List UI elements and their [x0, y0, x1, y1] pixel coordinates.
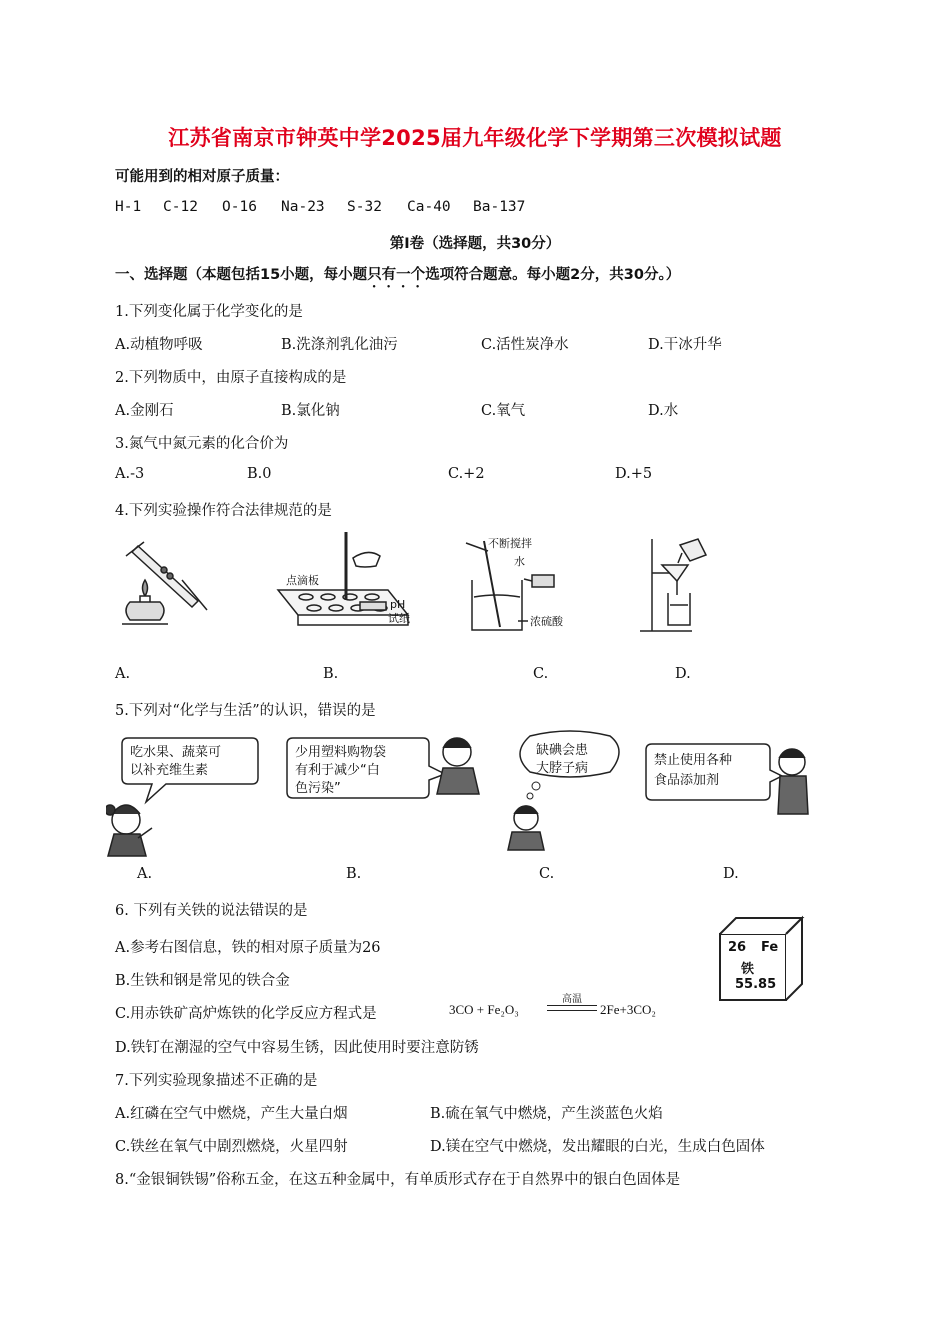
element-symbol: Fe [761, 940, 779, 955]
option: C.铁丝在氧气中剧烈燃烧，火星四射 [115, 1139, 348, 1155]
section-heading-emphasis: 只有一个 [367, 267, 426, 283]
option: C. [533, 666, 549, 682]
figure-dilute-acid [462, 535, 597, 635]
option: A. [137, 866, 153, 882]
equation-condition: 高温 [562, 994, 582, 1005]
option: B.生铁和钢是常见的铁合金 [115, 973, 290, 989]
question-stem: 2.下列物质中，由原子直接构成的是 [115, 370, 347, 386]
option: C.用赤铁矿高炉炼铁的化学反应方程式是 [115, 1006, 377, 1022]
option: B.氯化钠 [281, 403, 340, 419]
bubble-text-line: 少用塑料购物袋 [295, 745, 387, 760]
cartoon-girl-bubble [106, 730, 266, 860]
atomic-mass-o: O-16 [222, 199, 257, 215]
option: D.+5 [615, 466, 653, 482]
section-heading-part: 选项符合题意。每小题2分，共30分。） [425, 267, 681, 283]
option: D. [723, 866, 739, 882]
atomic-mass-ca: Ca-40 [407, 199, 451, 215]
element-number: 26 [728, 940, 747, 955]
option: D.水 [648, 403, 679, 419]
option: B.0 [247, 466, 272, 482]
volume-title: 第Ⅰ卷（选择题，共30分） [389, 236, 561, 252]
option: B. [323, 666, 339, 682]
atomic-mass-na: Na-23 [281, 199, 325, 215]
option: D.铁钉在潮湿的空气中容易生锈，因此使用时要注意防锈 [115, 1040, 479, 1056]
section-heading [115, 263, 680, 291]
cartoon-boy-plastic-bubble [285, 730, 485, 850]
equation-left: 3CO + Fe₂O₃ [449, 1002, 519, 1017]
bubble-text-line: 食品添加剂 [654, 773, 720, 788]
bubble-text-line: 大脖子病 [536, 761, 589, 776]
cartoon-boy-iodine-bubble [500, 728, 640, 853]
bubble-text-line: 缺碘会患 [536, 743, 589, 758]
option: D.镁在空气中燃烧，发出耀眼的白光，生成白色固体 [430, 1139, 765, 1155]
option: A.-3 [115, 466, 145, 482]
option: A.动植物呼吸 [115, 337, 203, 353]
question-stem: 7.下列实验现象描述不正确的是 [115, 1073, 318, 1089]
option: C.+2 [448, 466, 485, 482]
option: B. [346, 866, 362, 882]
option: A.参考右图信息，铁的相对原子质量为26 [115, 940, 381, 956]
option: A. [115, 666, 131, 682]
bubble-text-line: 吃水果、蔬菜可 [130, 745, 222, 760]
option: C.活性炭净水 [481, 337, 569, 353]
option: A.金刚石 [115, 403, 174, 419]
figure-ph-test [268, 530, 428, 635]
question-stem: 1.下列变化属于化学变化的是 [115, 304, 303, 320]
label-conc-sulfuric-acid: 浓硫酸 [530, 615, 563, 628]
figure-filtration [632, 535, 722, 635]
label-keep-stirring: 不断搅拌 [488, 537, 532, 550]
atomic-mass-c: C-12 [163, 199, 198, 215]
section-heading-part: 一、选择题（本题包括15小题，每小题 [115, 267, 368, 283]
question-stem: 3.氮气中氮元素的化合价为 [115, 436, 289, 452]
page-title: 江苏省南京市钟英中学2025届九年级化学下学期第三次模拟试题 [168, 126, 782, 150]
label-test-paper: 试纸 [388, 612, 410, 625]
atomic-mass-h: H-1 [115, 199, 142, 215]
option: D.干冰升华 [648, 337, 722, 353]
label-water: 水 [514, 555, 525, 568]
option: D. [675, 666, 691, 682]
question-stem: 8.“金银铜铁锡”俗称五金，在这五种金属中，有单质形式存在于自然界中的银白色固体是 [115, 1172, 681, 1188]
bubble-text-line: 以补充维生素 [130, 763, 209, 778]
label-spot-plate: 点滴板 [286, 574, 319, 587]
bubble-text-line: 色污染” [295, 781, 341, 796]
question-stem: 4.下列实验操作符合法律规范的是 [115, 503, 332, 519]
cartoon-man-additive-bubble [640, 740, 810, 820]
option: B.硫在氧气中燃烧，产生淡蓝色火焰 [430, 1106, 663, 1122]
bubble-text-line: 有利于减少“白 [295, 763, 380, 778]
equation-right: 2Fe+3CO₂ [600, 1002, 656, 1017]
figure-heating-test-tube [112, 532, 212, 632]
question-stem: 6. 下列有关铁的说法错误的是 [115, 903, 308, 919]
atomic-mass-s: S-32 [347, 199, 382, 215]
option: B.洗涤剂乳化油污 [281, 337, 398, 353]
atomic-mass-ba: Ba-137 [473, 199, 526, 215]
option: A.红磷在空气中燃烧，产生大量白烟 [115, 1106, 348, 1122]
atomic-mass-heading: 可能用到的相对原子质量： [115, 169, 289, 185]
element-name: 铁 [741, 962, 755, 977]
label-ph: pH [390, 598, 406, 611]
question-stem: 5.下列对“化学与生活”的认识，错误的是 [115, 703, 376, 719]
option: C.氧气 [481, 403, 526, 419]
equation-equals-sign [547, 1005, 597, 1011]
option: C. [539, 866, 555, 882]
element-mass: 55.85 [735, 977, 777, 992]
bubble-text-line: 禁止使用各种 [654, 753, 733, 768]
